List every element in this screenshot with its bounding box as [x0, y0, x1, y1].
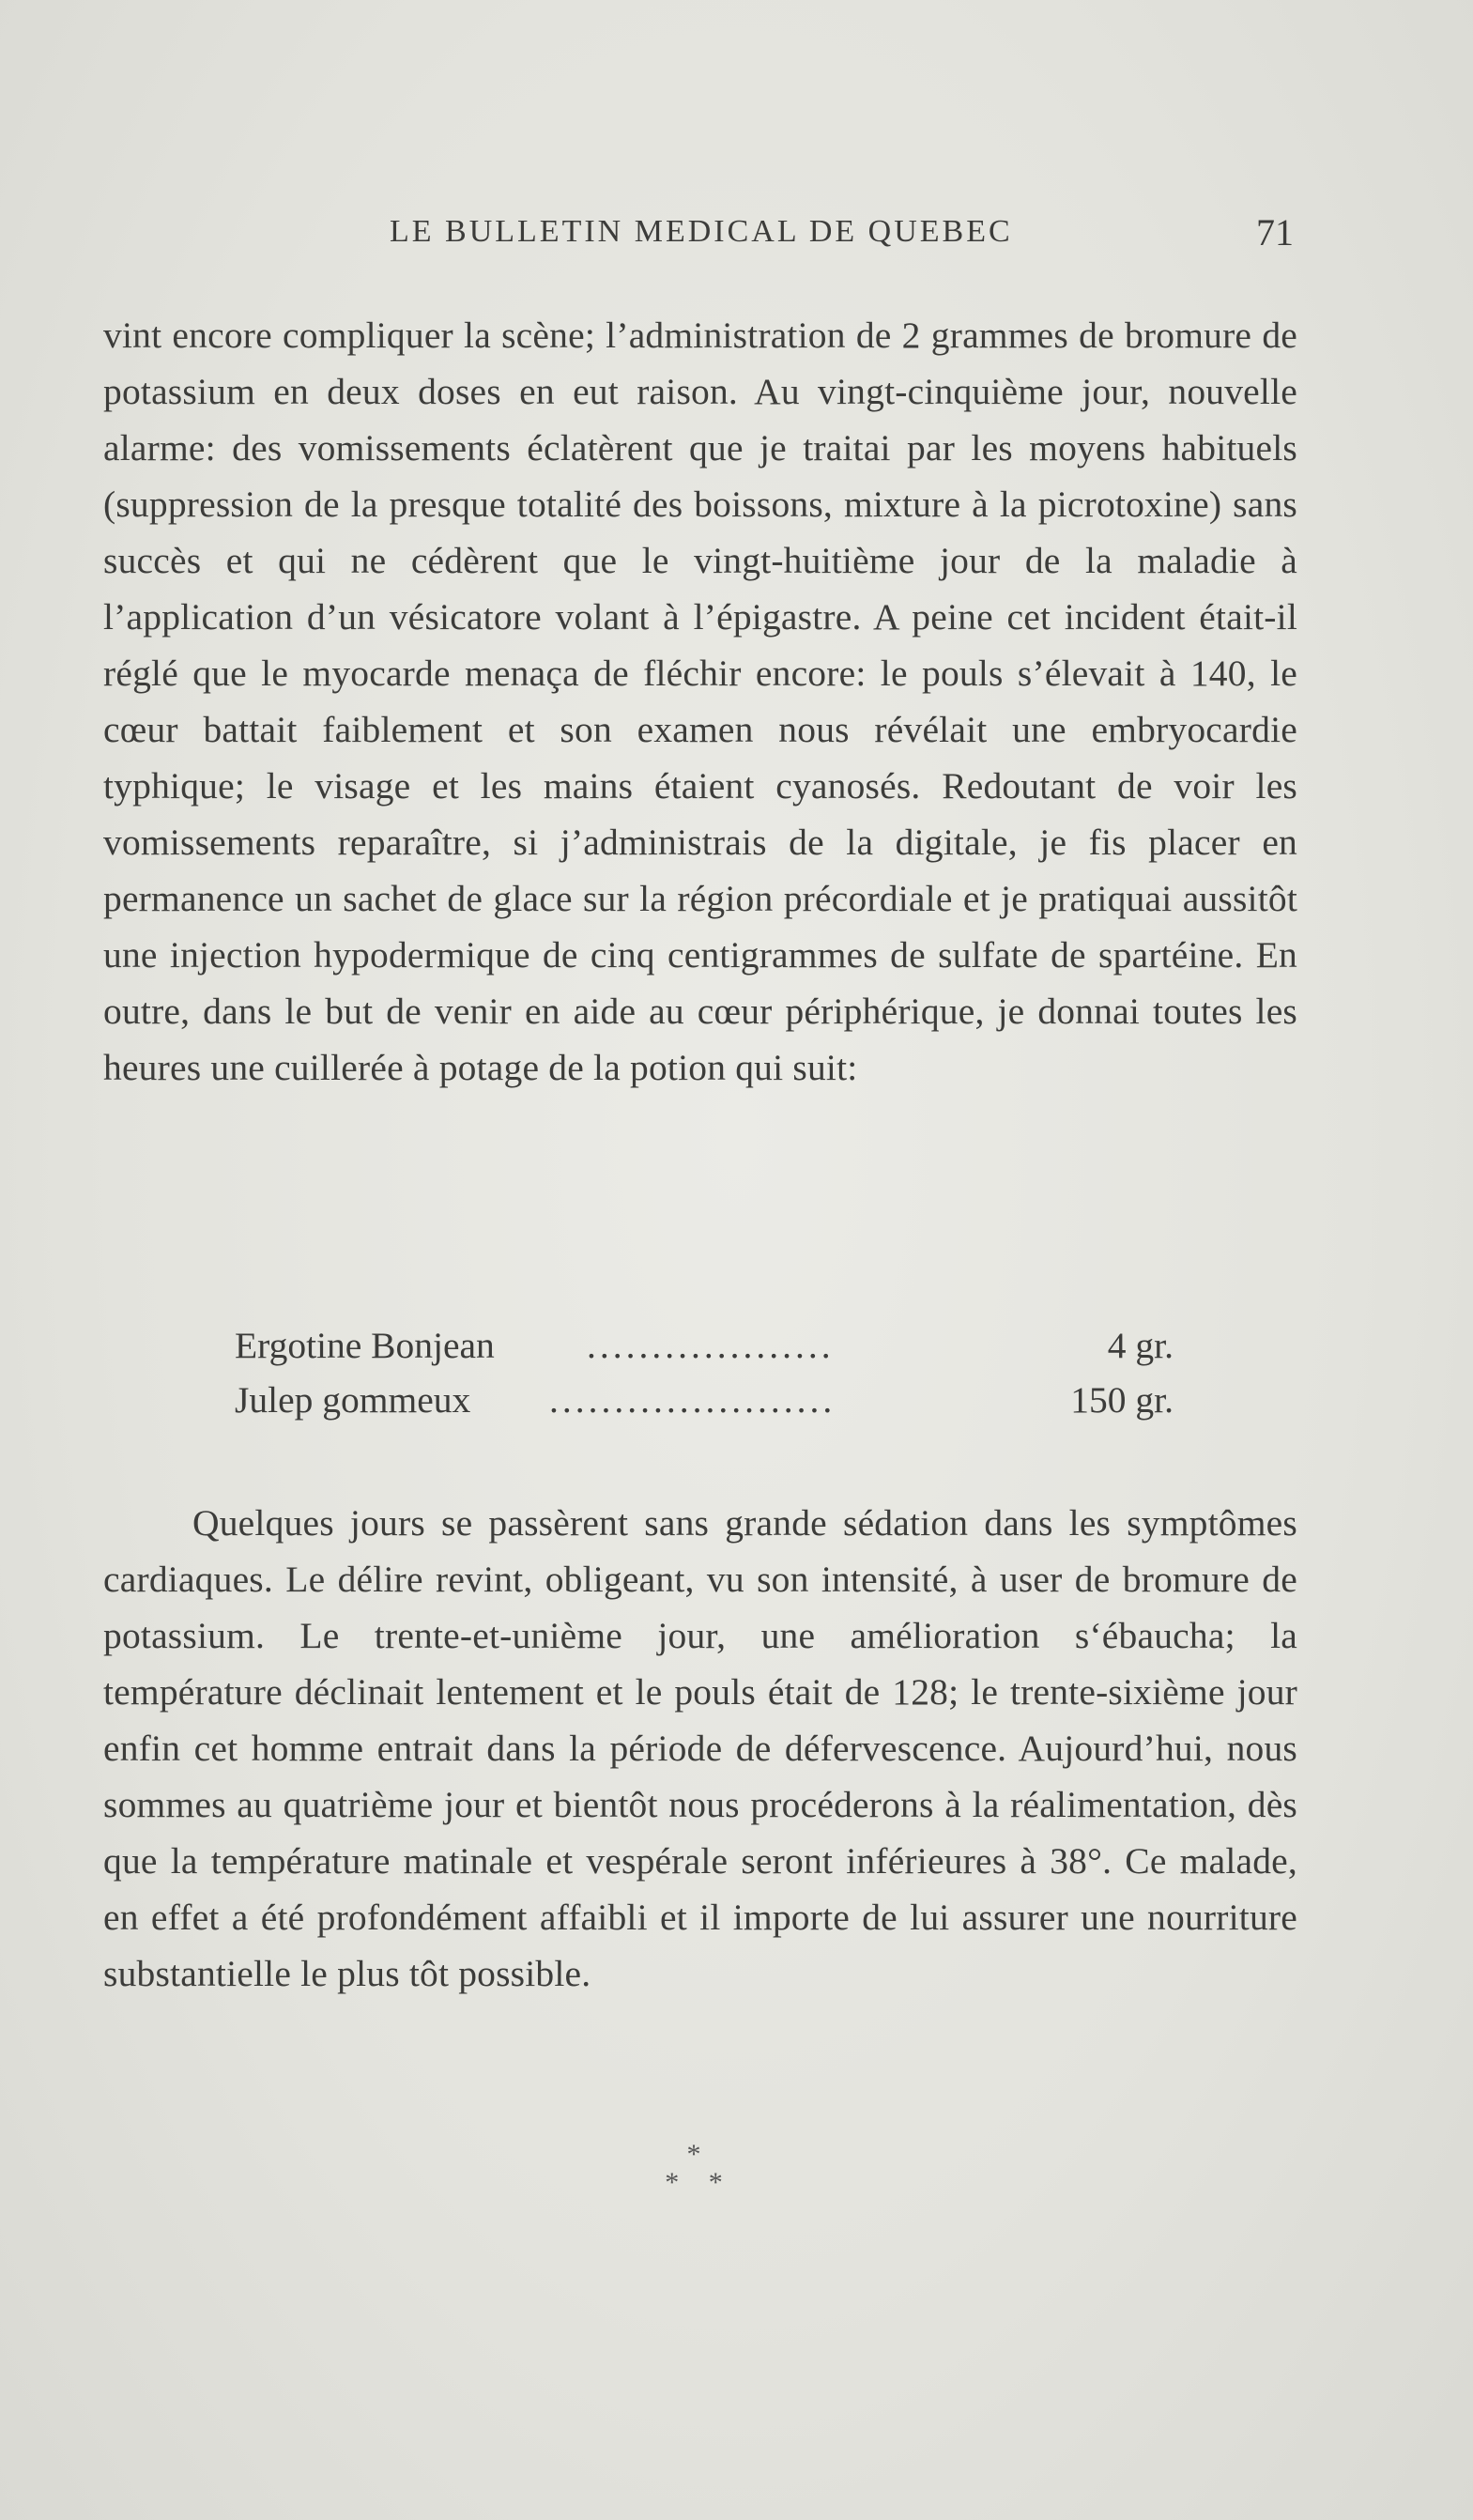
ingredient-quantity: 150 gr. [1070, 1379, 1174, 1421]
leader-dots: ................... [587, 1325, 835, 1366]
leader-dots: ...................... [549, 1379, 836, 1421]
page-header [103, 211, 1324, 270]
section-asterism [657, 2141, 742, 2197]
asterism-bottom: * * [665, 2167, 734, 2198]
body-paragraph-2: Quelques jours se passèrent sans grande sédation dans les symptômes cardiaques. Le délire revint, obligeant, vu son intensité, à user de bromure de potassium. Le trente-et-unième jour, une amélioration s‘ébaucha; la température déclinait lentement et le pouls était de 128; le trente-sixième jour enfin cet homme entrait dans la période de défervescence. Aujourd’hui, nous sommes au quatrième jour et bientôt nous procéderons à la réalimentation, dès que la température matinale et vespérale seront inférieures à 38°. Ce malade, en effet a été profondément affaibli et il importe de lui assurer une nourriture substantielle le plus tôt possible. [103, 1502, 1297, 1994]
ingredient-name: Julep gommeux [235, 1379, 471, 1421]
body-paragraph-1: vint encore compliquer la scène; l’administration de 2 grammes de bromure de potassium en deux doses en eut raison. Au vingt-cinquième jour, nouvelle alarme: des vomissements éclatèrent que je traitai par les moyens habituels (suppression de la presque totalité des boissons, mixture à la picrotoxine) sans succès et qui ne cédèrent que le vingt-huitième jour de la maladie à l’application d’un vésicatore volant à l’épigastre. A peine cet incident était-il réglé que le myocarde menaça de fléchir encore: le pouls s’élevait à 140, le cœur battait faiblement et son examen nous révélait une embryocardie typhique; le visage et les mains étaient cyanosés. Redoutant de voir les vomissements reparaître, si j’administrais de la digitale, je fis placer en permanence un sachet de glace sur la région précordiale et je pratiquai aussitôt une injection hypodermique de cinq centigrammes de sulfate de spartéine. En outre, dans le but de venir en aide au cœur périphérique, je donnai toutes les heures une cuillerée à potage de la potion qui suit: [103, 315, 1297, 1088]
prescription-line [235, 1373, 1174, 1427]
running-title: LE BULLETIN MEDICAL DE QUEBEC [390, 214, 1013, 249]
ingredient-name: Ergotine Bonjean [235, 1325, 495, 1366]
page-number: 71 [1256, 211, 1294, 254]
prescription-list [235, 1318, 1174, 1427]
ingredient-quantity: 4 gr. [1107, 1325, 1174, 1366]
asterism-top: * [686, 2139, 713, 2170]
prescription-line [235, 1318, 1174, 1373]
